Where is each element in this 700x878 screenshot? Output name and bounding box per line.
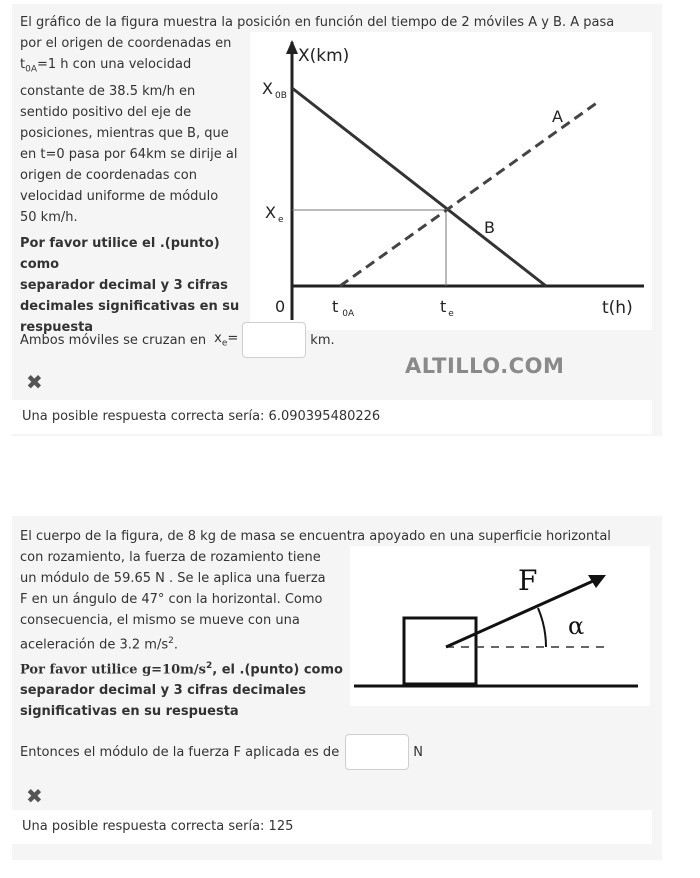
accel-superscript: 2 xyxy=(168,636,174,646)
te-label: t $_e$ xyxy=(440,297,454,319)
instruction-pre: Por favor utilice xyxy=(20,662,143,678)
question-description xyxy=(20,33,260,228)
desc-line: F en un ángulo de 47° con la horizontal. Como xyxy=(20,592,323,607)
answer-row xyxy=(20,322,335,358)
question-intro: El gráfico de la figura muestra la posición en función del tiempo de 2 móviles A y B. A pasa xyxy=(20,15,615,30)
instruction-line: significativas en su respuesta xyxy=(20,704,239,720)
incorrect-icon: ✖ xyxy=(26,784,43,808)
feedback-text: Una posible respuesta correcta sería: 6.090395480226 xyxy=(12,400,652,434)
t0a-label: t $_{0A}$ xyxy=(332,297,355,319)
instruction-line: separador decimal y 3 cifras xyxy=(20,278,228,293)
desc-line: posiciones, mientras que B, que xyxy=(20,125,229,141)
answer-input[interactable] xyxy=(242,322,306,358)
accel-text: aceleración de 3.2 m/s xyxy=(20,637,169,653)
question-card-2 xyxy=(12,516,662,860)
incorrect-icon: ✖ xyxy=(26,370,43,394)
angle-label: α xyxy=(568,612,585,640)
force-diagram xyxy=(350,546,650,706)
desc-line: en t=0 pasa por 64km se dirije al xyxy=(20,146,238,162)
desc-line-accel xyxy=(20,631,355,655)
desc-line: por el origen de coordenadas en xyxy=(20,36,232,51)
answer-var-symbol: x xyxy=(214,331,222,347)
t0a-rest: =1 h con una velocidad xyxy=(37,57,192,72)
answer-variable xyxy=(214,331,238,349)
instruction-g-superscript: 2 xyxy=(205,661,213,671)
instruction-text xyxy=(20,656,355,722)
desc-line: origen de coordenadas con xyxy=(20,167,198,183)
desc-line: con rozamiento, la fuerza de rozamiento tiene xyxy=(20,550,321,565)
xe-label: X $_e$ xyxy=(265,203,284,225)
answer-input[interactable] xyxy=(345,734,409,770)
instruction-line: Por favor utilice el .(punto) como xyxy=(20,236,220,272)
instruction-g: g=10m/s xyxy=(142,662,206,678)
t0a-subscript: 0A xyxy=(25,64,37,75)
answer-prefix: Ambos móviles se cruzan en xyxy=(20,332,207,348)
instruction-post: , el .(punto) como xyxy=(212,662,343,678)
desc-line: un módulo de 59.65 N . Se le aplica una fuerza xyxy=(20,571,326,586)
feedback-text: Una posible respuesta correcta sería: 125 xyxy=(12,810,652,844)
desc-line: constante de 38.5 km/h en xyxy=(20,83,196,99)
line-b-label: B xyxy=(484,218,495,237)
origin-label: 0 xyxy=(275,297,286,316)
answer-prefix: Entonces el módulo de la fuerza F aplicada es de xyxy=(20,744,340,760)
instruction-line: decimales significativas en su xyxy=(20,299,240,314)
force-label: F xyxy=(518,564,538,597)
line-a-label: A xyxy=(552,107,563,126)
x-axis-label: t(h) xyxy=(602,298,633,318)
answer-unit: km. xyxy=(310,332,335,348)
question-intro: El cuerpo de la figura, de 8 kg de masa se encuentra apoyado en una superficie horizontal xyxy=(20,529,611,544)
answer-equals: = xyxy=(227,331,239,347)
y-axis-label: X(km) xyxy=(298,46,350,66)
answer-var-subscript: e xyxy=(221,338,228,349)
watermark: ALTILLO.COM xyxy=(405,354,565,378)
answer-row xyxy=(20,734,423,770)
t0a-symbol: t xyxy=(20,57,26,72)
position-time-graph xyxy=(250,32,652,330)
desc-line: velocidad uniforme de módulo xyxy=(20,188,219,204)
instruction-line-first xyxy=(20,656,355,680)
x0b-label: X $_{0B}$ xyxy=(262,79,287,101)
desc-line: 50 km/h. xyxy=(20,209,78,225)
answer-unit: N xyxy=(413,744,423,760)
question-card-1 xyxy=(12,4,662,436)
desc-line: consecuencia, el mismo se mueve con una xyxy=(20,613,300,628)
accel-end: . xyxy=(173,637,178,653)
desc-line: sentido positivo del eje de xyxy=(20,104,192,120)
question-description xyxy=(20,547,355,655)
desc-line-t0a xyxy=(20,54,260,81)
instruction-line: separador decimal y 3 cifras decimales xyxy=(20,683,307,699)
instruction-line: respuesta xyxy=(20,320,94,335)
